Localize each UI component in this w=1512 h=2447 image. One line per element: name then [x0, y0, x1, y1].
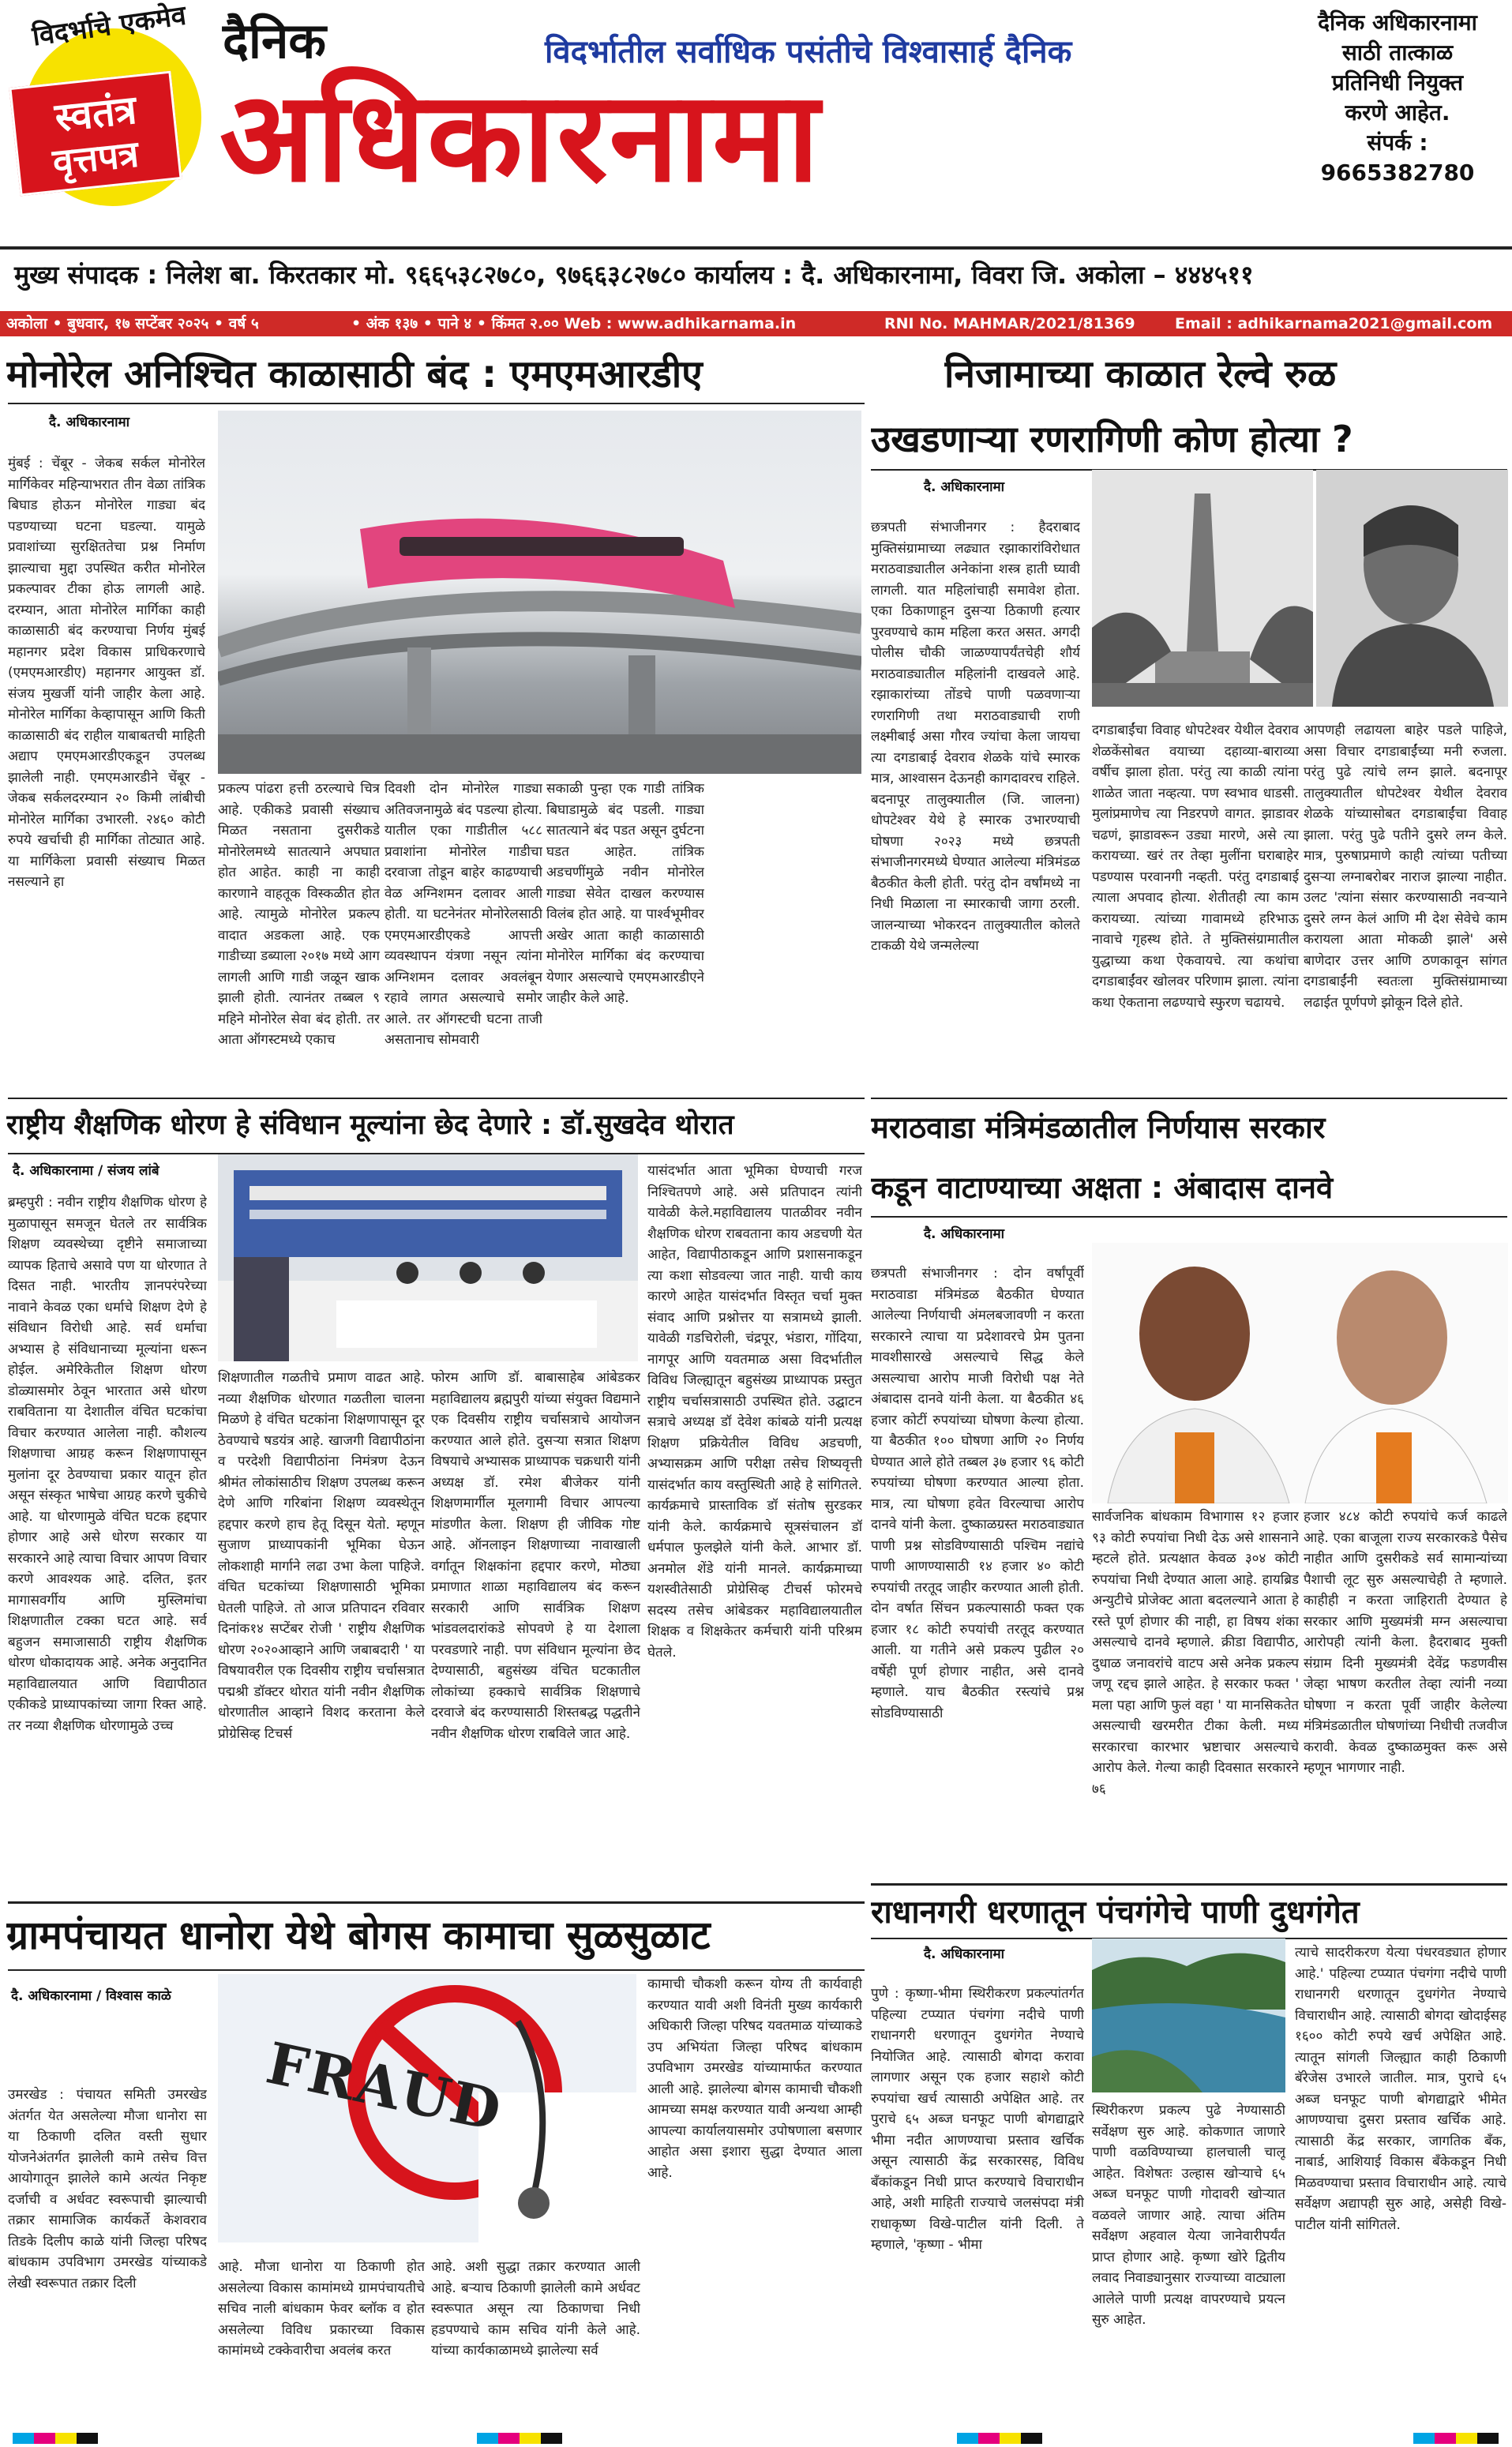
cabinet-col3: हजार ४८४ कोटी रुपयांचे कर्ज काढले आहे. एका बाजूला राज्य सरकारकडे पैसेच नाहीत आणि दुसरीकडे सर्व सामान्यांच्या पैशाची लूट सुरु असल्याचेही ते म्हणाले. काहीही न करता जाहिराती देण्यात हे सरकार आणि मुख्यमंत्री मग्न असल्याचा आरोपही त्यांनी केला. हैदराबाद मुक्ती संग्राम दिनी मुख्यमंत्री देवेंद्र फडणवीस जेव्हा भाषण करतील तेव्हा त्यांनी नव्या घोषणा न करता पूर्वी जाहीर केलेल्या मंत्रिमंडळातील घोषणांच्या निधीची तजवीज करावी. केवळ दुष्काळमुक्त करू असे म्हणून भागणार नाही.: [1304, 1509, 1507, 1776]
radhanagari-headline: राधानगरी धरणातून पंचगंगेचे पाणी दुधगंगेत: [871, 1894, 1360, 1931]
rule: [8, 403, 865, 404]
info-bar: [0, 311, 1512, 336]
info-date: अकोला • बुधवार, १७ सप्टेंबर २०२५ • वर्ष ५: [6, 315, 259, 332]
fraud-photo: [218, 1974, 636, 2242]
badge-top-text: विदर्भाचे एकमेव: [30, 0, 189, 53]
fraud-word: FRAUD: [261, 2029, 508, 2145]
nizam-col2: दगडाबाईंचा विवाह धोपटेश्वर येथील देवराव शेळकेंसोबत वयाच्या दहाव्या-बाराव्या वर्षीच झाला होता. परंतु त्या काळी त्यांना शाळेत जाता नव्हत्या. पण स्वभाव धाडसी. मुलांप्रमाणेच त्या निडरपणे वागत. झाडावर चढणं, झाडावरून उड्या मारणे, असे त्या करायच्या. खरं तर तेव्हा मुलींना घराबाहेर पडण्यास परवानगी नव्हती. परंतु दगडाबाई त्याला अपवाद होत्या. शेतीतही त्या काम करायच्या. त्यांच्या गावामध्ये हरिभाऊ नावाचे गृहस्थ होते. ते मुक्तिसंग्रामातील युद्धाच्या कथा ऐकवायचे. त्या कथांचा दगडाबाईंवर खोलवर परिणाम झाला. त्यांना कथा ऐकताना लढण्याचे स्फुरण चढायचे.: [1092, 722, 1299, 1011]
editor-line: मुख्य संपादक : निलेश बा. किरतकार मो. ९६६५३८२७८०, ९७६६३८२७८० कार्यालय : दै. अधिकारनामा, विवरा जि. अकोला – ४४४५११: [14, 260, 1254, 290]
independent-badge: [14, 0, 196, 220]
education-byline: दै. अधिकारनामा / संजय लांबे: [13, 1163, 159, 1179]
nizam-headline-2: उखडणाऱ्या रणरागिणी कोण होत्या ?: [871, 418, 1353, 460]
dam-illustration: [1092, 1938, 1285, 2092]
cabinet-col1: छत्रपती संभाजीनगर : दोन वर्षांपूर्वी मराठवाडा मंत्रिमंडळ बैठकीत घेण्यात आलेल्या निर्णयाची अंमलबजावणी न करता सरकारने त्याचा या प्रदेशावरचे प्रेम पुतना मावशीसारखे असल्याचे सिद्ध केले असल्याचा आरोप माजी विरोधी पक्ष नेते अंबादास दानवे यांनी केला. या बैठकीत ४६ हजार कोटीं रुपयांच्या घोषणा केल्या होत्या. या बैठकीत १०० घोषणा आणि २० निर्णय घेण्यात आले होते तब्बल ३७ हजार ९६ कोटी रुपयांच्या घोषणा करण्यात आल्या होता. मात्र, त्या घोषणा हवेत विरल्याचा आरोप दानवे यांनी केला. दुष्काळग्रस्त मराठवाड्यात पाणी प्रश्न सोडविण्यासाठी पश्चिम नद्यांचे पाणी आणण्यासाठी १४ हजार ४० कोटी रुपयांची तरतूद जाहीर करण्यात आली होती. दोन वर्षात सिंचन प्रकल्पासाठी फक्त एक हजार १८ कोटी रुपयांची तरतूद करण्यात आली. या गतीने असे प्रकल्प पुढील २० वर्षेही पूर्ण होणार नाहीत, असे दानवे म्हणाले. याच बैठकीत रस्त्यांचे प्रश्न सोडविण्यासाठी: [871, 1266, 1084, 1721]
notice-line: संपर्क :: [1367, 129, 1428, 156]
info-issue: • अंक १३७ • पाने ४ • किंमत २.०० Web : www.adhikarnama.in: [351, 315, 797, 332]
education-col4: यासंदर्भात आता भूमिका घेण्याची गरज निश्चितपणे आहे. असे प्रतिपादन त्यांनी यावेळी केले.महाविद्यालय पातळीवर नवीन शैक्षणिक धोरण राबवताना काय अडचणी येत आहेत, विद्यापीठाकडून आणि प्रशासनाकडून त्या कशा सोडवल्या जात नाही. याची काय कारणे आहेत यासंदर्भात विस्तृत चर्चा मुक्त संवाद आणि प्रश्नोत्तर या सत्रामध्ये झाली. यावेळी गडचिरोली, चंद्रपूर, भंडारा, गोंदिया, नागपूर आणि यवतमाळ असा विदर्भातील विविध जिल्ह्यातून बहुसंख्य प्राध्यापक प्रस्तुत राष्ट्रीय चर्चासत्रासाठी उपस्थित होते. उद्घाटन सत्राचे अध्यक्ष डॉ देवेश कांबळे यांनी प्रत्यक्ष शिक्षण प्रक्रियेतील विविध अडचणी, अभ्यासक्रम आणि परीक्षा तसेच शिष्यवृत्ती यासंदर्भात काय वस्तुस्थिती आहे हे सांगितले. कार्यक्रमाचे प्रास्ताविक डॉ संतोष सुरडकर यांनी केले. कार्यक्रमाचे सूत्रसंचालन डॉ धर्मपाल फुलझेले यांनी केले. आभार डॉ. अनमोल शेंडे यांनी मानले. कार्यक्रमाच्या यशस्वीतेसाठी प्रोग्रेसिव्ह टीचर्स फोरमचे सदस्य तसेच आंबेडकर महाविद्यालयातील शिक्षक व शिक्षकेतर कर्मचारी यांनी परिश्रम घेतले.: [647, 1163, 862, 1661]
grampanchayat-col2: आहे. मौजा धानोरा या ठिकाणी होत असलेल्या विकास कामांमध्ये ग्रामपंचायतीचे सचिव नाली बांधकाम फेवर ब्लॉक व होत असलेल्या विविध प्रकारच्या विकास कामांमध्ये टक्केवारीचा अवलंब करत: [218, 2259, 425, 2359]
radhanagari-col3: त्याचे सादरीकरण येत्या पंधरवड्यात होणार आहे.' पहिल्या टप्प्यात पंचगंगा नदीचे पाणी राधानगरी धरणातून दुधगंगेत नेण्याचे विचाराधीन आहे. त्यासाठी बोगदा खोदाईसह १६०० कोटी रुपये खर्च अपेक्षित आहे. त्यातून सांगली जिल्ह्यात काही ठिकाणी बॅरेजेस उभारले जातील. मात्र, पुराचे ६५ अब्ज घनफूट पाणी बोगद्याद्वारे भीमेत आणण्याचा दुसरा प्रस्ताव खर्चिक आहे. त्यासाठी केंद्र सरकार, जागतिक बँक, नाबार्ड, आशियाई विकास बँकेकडून निधी मिळवण्याचा प्रस्ताव विचाराधीन आहे. त्याचे सर्वेक्षण अद्यापही सुरु आहे, असेही विखे-पाटील यांनी सांगितले.: [1295, 1945, 1506, 2233]
newspaper-title: अधिकारनामा: [219, 65, 821, 210]
monorail-col2: प्रकल्प पांढरा हत्ती ठरल्याचे चित्र आहे. एकीकडे प्रवासी संख्याच मिळत नसताना दुसरीकडे मोनोरेलमध्ये सातत्याने अपघात होत आहेत. काही ना काही कारणाने वाहतूक विस्कळीत होत आहे. त्यामुळे मोनोरेल प्रकल्प वादात अडकला आहे. एक गाडीच्या डब्याला २०१७ मध्ये आग लागली आणि गाडी जळून खाक झाली होती. त्यानंतर तब्बल ९ महिने मोनोरेल सेवा बंद होती. तर आता ऑगस्टमध्ये एकाच: [218, 781, 380, 1048]
daily-word: दैनिक: [223, 12, 327, 69]
seminar-photo: [218, 1154, 638, 1361]
grampanchayat-headline: ग्रामपंचायत धानोरा येथे बोगस कामाचा सुळसुळाट: [6, 1912, 711, 1958]
dam-photo: [1092, 1938, 1285, 2092]
notice-line: दैनिक अधिकारनामा: [1318, 9, 1477, 36]
monorail-byline: दै. अधिकारनामा: [49, 415, 130, 430]
rule: [8, 1969, 865, 1971]
grampanchayat-col3: आहे. अशी सुद्धा तक्रार करण्यात आली आहे. बऱ्याच ठिकाणी झालेली कामे अर्धवट स्वरूपात असून त्या ठिकाणचा निधी हडपण्याचे काम सचिव यांनी केले आहे. यांच्या कार्यकाळामध्ये झालेल्या सर्व: [431, 2259, 640, 2359]
dagdabai-photo: [1316, 470, 1508, 707]
notice-line: करणे आहेत.: [1345, 99, 1450, 126]
recruitment-notice: [1295, 8, 1500, 188]
masthead: [0, 0, 1512, 245]
memorial-illustration: [1092, 470, 1313, 707]
cabinet-byline: दै. अधिकारनामा: [924, 1226, 1005, 1242]
politicians-illustration: [1092, 1243, 1508, 1503]
cabinet-headline-2: कडून वाटाण्याच्या अक्षता : अंबादास दानवे: [871, 1170, 1334, 1205]
monorail-col3: दिवशी दोन मोनोरेल गाड्या अतिवजनामुळे बंद पडल्या होत्या. यातील एका गाडीतील ५८८ प्रवाशांना मोनोरेल गाडीचा दरवाजा तोडून बाहेर काढण्याची वेळ अग्निशमन दलावर आली होती. या घटनेनंतर मोनोरेलसाठी एमएमआरडीएकडे आपत्ती व्यवस्थापन यंत्रणा नसून त्यांना अग्निशमन दलावर अवलंबून रहावे लागत असल्याचे समोर आले. तर ऑगस्टची घटना ताजी असतानाच सोमवारी: [385, 781, 542, 1048]
notice-line: प्रतिनिधी नियुक्त: [1331, 69, 1464, 96]
badge-line1: स्वतंत्र: [52, 86, 139, 141]
memorial-photo: [1092, 470, 1313, 707]
monorail-photo: [218, 411, 861, 774]
nizam-byline: दै. अधिकारनामा: [924, 479, 1005, 495]
politicians-photo: [1092, 1243, 1508, 1503]
registration-mark: [477, 2432, 564, 2443]
portrait-illustration: [1316, 470, 1508, 707]
registration-mark: [13, 2432, 99, 2443]
radhanagari-col1: पुणे : कृष्णा-भीमा स्थिरीकरण प्रकल्पांतर्गत पहिल्या टप्प्यात पंचगंगा नदीचे पाणी राधानगरी धरणातून दुधगंगेत नेण्याचे नियोजित आहे. त्यासाठी बोगदा करावा लागणार असून एक हजार सहाशे कोटी रुपयांचा खर्च त्यासाठी अपेक्षित आहे. तर पुराचे ६५ अब्ज घनफूट पाणी बोगद्याद्वारे भीमा नदीत आणण्याचा प्रस्ताव खर्चिक असून त्यासाठी केंद्र सरकारसह, विविध बँकांकडून निधी प्राप्त करण्याचे विचाराधीन आहे, अशी माहिती राज्याचे जलसंपदा मंत्री राधाकृष्ण विखे-पाटील यांनी दिली. ते म्हणाले, 'कृष्णा - भीमा: [871, 1986, 1084, 2253]
education-headline: राष्ट्रीय शैक्षणिक धोरण हे संविधान मूल्यांना छेद देणारे : डॉ.सुखदेव थोरात: [6, 1109, 734, 1141]
education-col3: फोरम आणि डॉ. बाबासाहेब आंबेडकर महाविद्यालय ब्रह्मपुरी यांच्या संयुक्त विद्यमाने एक दिवसीय राष्ट्रीय चर्चासत्राचे आयोजन करण्यात आले होते. दुसऱ्या सत्रात शिक्षण विषयाचे अभ्यासक प्राध्यापक चक्रधारी यांनी अध्यक्ष डॉ. रमेश बीजेकर यांनी शिक्षणमार्गील मूलगामी विचार आपल्या मांडणीत केला. शिक्षण ही जीविक गोष्ट आहे. ऑनलाइन शिक्षणाच्या नावाखाली वर्गातून शिक्षकांना हद्दपार करणे, मोठ्या प्रमाणात शाळा महाविद्यालय बंद करून सरकारी आणि सार्वत्रिक शिक्षण भांडवलदारांकडे सोपवणे हे या देशाला परवडणारे नाही. पण संविधान मूल्यांना छेद देण्यासाठी, बहुसंख्य वंचित घटकातील लोकांच्या हक्काचे सार्वत्रिक शिक्षणाचे दरवाजे बंद करण्यासाठी शिस्तबद्ध पद्धतीने नवीन शैक्षणिक धोरण राबविले जात आहे.: [431, 1370, 640, 1742]
nizam-col3: आपणही लढायला बाहेर पडले पाहिजे, असा विचार दगडाबाईंच्या मनी रुजला. परंतु पुढे त्यांचे लग्न झाले. बदनापूर तालुक्यातील धोपटेश्वर येथील देवराव शेळके यांच्यासोबत दगडाबाईंचा विवाह झाला. परंतु पुढे पतीने दुसरे लग्न केले. मात्र, पुरुषाप्रमाणे काही त्यांच्या पतीच्या दुसऱ्या लग्नाबरोबर नाराज झाल्या नाहीत. उलट 'त्यांना संसार करण्यासाठी नवऱ्याने दुसरे लग्न केलं आणि मी देश सेवेचे काम करायला आता मोकळी झाले' असे बाणेदार उत्तर आणि ठणकावून सांगत दगडाबाईंनी स्वतःला मुक्तिसंग्रामाच्या लढाईत पूर्णपणे झोकून दिले होते.: [1304, 722, 1507, 1011]
monorail-headline: मोनोरेल अनिश्चित काळासाठी बंद : एमएमआरडीए: [6, 352, 703, 396]
monorail-illustration: [218, 411, 861, 774]
cabinet-headline-1: मराठवाडा मंत्रिमंडळातील निर्णयास सरकार: [871, 1110, 1326, 1145]
radhanagari-col2: स्थिरीकरण प्रकल्प पुढे नेण्यासाठी सर्वेक्षण सुरु आहे. कोकणात जाणारे पाणी वळविण्याच्या हालचाली चालू आहेत. विशेषतः उल्हास खोऱ्याचे ६५ अब्ज घनफूट पाणी गोदावरी खोऱ्यात वळवले जाणार आहे. त्याचा अंतिम सर्वेक्षण अहवाल येत्या जानेवारीपर्यंत प्राप्त होणार आहे. कृष्णा खोरे द्वितीय लवाद निवाड्यानुसार राज्याच्या वाट्याला आलेले पाणी प्रत्यक्ष वापरण्याचे प्रयत्न सुरु आहेत.: [1092, 2103, 1285, 2328]
education-col2: शिक्षणातील गळतीचे प्रमाण वाढत आहे. नव्या शैक्षणिक धोरणात गळतीला चालना मिळणे हे वंचित घटकांना शिक्षणापासून दूर ठेवण्याचे षडयंत्र आहे. खाजगी विद्यापीठांना व परदेशी विद्यापीठांना निमंत्रण देऊन श्रीमंत लोकांसाठीच शिक्षण उपलब्ध करून देणे आणि गरिबांना शिक्षण व्यवस्थेतून हद्दपार करणे हाच हेतू दिसून येतो. म्हणून सुजाण प्राध्यापकांनी भूमिका घेऊन लोकशाही मार्गाने लढा उभा केला पाहिजे. वंचित घटकांच्या शिक्षणासाठी भूमिका घेतली पाहिजे. तो आज प्रतिपादन रविवार दिनांक१४ सप्टेंबर रोजी ' राष्ट्रीय शैक्षणिक धोरण २०२०आव्हाने आणि जबाबदारी ' या विषयावरील एक दिवसीय राष्ट्रीय चर्चासत्रात पद्मश्री डॉक्टर थोरात यांनी नवीन शैक्षणिक धोरणातील आव्हाने विशद करताना केले प्रोग्रेसिव्ह टिचर्स: [218, 1370, 425, 1742]
notice-line: साठी तात्काळ: [1341, 39, 1454, 66]
registration-mark: [1413, 2432, 1500, 2443]
rule: [871, 1216, 1507, 1218]
seminar-illustration: [218, 1154, 638, 1361]
monorail-col4: सकाळी पुन्हा एक गाडी तांत्रिक बिघाडामुळे बंद पडली. गाड्या सातत्याने बंद पडत असून दुर्घटना घडत आहेत. तांत्रिक अडचणींमुळे नवीन मोनोरेल गाड्या सेवेत दाखल करण्यास विलंब होत आहे. या पार्श्वभूमीवर अखेर आता काही काळासाठी मोनोरेल मार्गिका बंद करण्याचा येणार असल्याचे एमएमआरडीएने जाहीर केले आहे.: [546, 781, 704, 1006]
tagline: विदर्भातील सर्वाधिक पसंतीचे विश्वासार्ह दैनिक: [545, 34, 1072, 70]
info-email: Email : adhikarnama2021@gmail.com: [1175, 315, 1493, 332]
badge-line2: वृत्तपत्र: [51, 132, 141, 184]
grampanchayat-byline: दै. अधिकारनामा / विश्वास काळे: [11, 1988, 171, 2004]
nizam-col1: छत्रपती संभाजीनगर : हैदराबाद मुक्तिसंग्रामाच्या लढ्यात रझाकारांविरोधात मराठवाड्यातील अनेकांना शस्त्र हाती घ्यावी लागली. यात महिलांचाही समावेश होता. एका ठिकाणाहून दुसऱ्या ठिकाणी हत्यार पुरवण्याचे काम महिला करत असत. अगदी पोलीस चौकी जाळण्यापर्यंतचेही शौर्य मराठवाड्यातील महिलांनी दाखवले आहे. रझाकारांच्या तोंडचे पाणी पळवणाऱ्या रणरागिणी तथा मराठवाड्याची राणी लक्ष्मीबाई असा गौरव ज्यांचा केला जायचा त्या दगडाबाई देवराव शेळके यांचे स्मारक मात्र, आश्वासन देऊनही कागदावरच राहिले. बदनापूर तालुक्यातील (जि. जालना) धोपटेश्वर येथे हे स्मारक उभारण्याची घोषणा २०२३ मध्ये छत्रपती संभाजीनगरमध्ये घेण्यात आलेल्या मंत्रिमंडळ बैठकीत केली होती. परंतु दोन वर्षांमध्ये ना निधी मिळाला ना स्मारकाची जागा ठरली. जालन्याच्या भोकरदन तालुक्यातील कोलते टाकळी येथे जन्मलेल्या: [871, 520, 1080, 954]
grampanchayat-col4: कामाची चौकशी करून योग्य ती कार्यवाही करण्यात यावी अशी विनंती मुख्य कार्यकारी अधिकारी जिल्हा परिषद यवतमाळ यांच्याकडे उप अभियंता जिल्हा परिषद बांधकाम उपविभाग उमरखेड यांच्यामार्फत करण्यात आली आहे. झालेल्या बोगस कामाची चौकशी आमच्या समक्ष करण्यात यावी अन्यथा आम्ही आपल्या कार्यालयासमोर उपोषणाला बसणार आहोत असा इशारा सुद्धा देण्यात आला आहे.: [647, 1976, 862, 2181]
info-rni: RNI No. MAHMAR/2021/81369: [884, 315, 1135, 332]
monorail-col1: मुंबई : चेंबूर - जेकब सर्कल मोनोरेल मार्गिकेवर महिन्याभरात तीन वेळा तांत्रिक बिघाड होऊन मोनोरेल गाड्या बंद पडण्याच्या घटना घडल्या. यामुळे प्रवाशांच्या सुरक्षिततेचा प्रश्न निर्माण झाल्याचा मुद्दा उपस्थित करीत मोनोरेल प्रकल्पावर टीका होऊ लागली आहे. दरम्यान, आता मोनोरेल मार्गिका काही काळासाठी बंद करण्याचा निर्णय मुंबई महानगर प्रदेश विकास प्राधिकरणाचे (एमएमआरडीए) महानगर आयुक्त डॉ. संजय मुखर्जी यांनी जाहीर केला आहे. मोनोरेल मार्गिका केव्हापासून आणि किती काळासाठी बंद राहील याबाबतची माहिती अद्याप एमएमआरडीएकडून उपलब्ध झालेली नाही. एमएमआरडीने चेंबूर - जेकब सर्कलदरम्यान २० किमी लांबीची मोनोरेल मार्गिका उभारली. २४६० कोटी रुपये खर्चाची ही मार्गिका तोट्यात आहे. या मार्गिकेला प्रवासी संख्याच मिळत नसल्याने हा: [8, 456, 205, 890]
grampanchayat-col1: उमरखेड : पंचायत समिती उमरखेड अंतर्गत येत असलेल्या मौजा धानोरा सा या ठिकाणी दलित वस्ती सुधार योजनेअंतर्गत झालेली कामे तसेच वित्त आयोगातून झालेले कामे अत्यंत निकृष्ट दर्जाची व अर्धवट स्वरूपाची झाल्याची तक्रार सामाजिक कार्यकर्ते केशवराव तिडके दिलीप काळे यांनी जिल्हा परिषद बांधकाम उपविभाग उमरखेड यांच्याकडे लेखी स्वरूपात तक्रार दिली: [8, 2087, 207, 2291]
notice-phone: 9665382780: [1320, 160, 1475, 186]
nizam-headline-1: निजामाच्या काळात रेल्वे रुळ: [944, 352, 1337, 396]
cabinet-col2: सार्वजनिक बांधकाम विभागास १२ हजार ९३ कोटी रुपयांचा निधी देऊ असे शासनाने म्हटले होते. प्रत्यक्षात केवळ ३०४ कोटी रुपयांचा निधी देण्यात आला आहे. हायब्रिड अन्युटीचे प्रोजेक्ट आता बदलल्याने आता हे रस्ते पूर्ण होणार की नाही, हा विषय शंका असल्याचे दानवे म्हणाले. क्रीडा विद्यापीठ, दुधाळ जनावरांचे वाटप असे अनेक प्रकल्प जणू रद्दच झाले आहेत. हे सरकार फक्त ' मला पहा आणि फुलं वहा ' या मानसिकतेत असल्याची खरमरीत टीका केली. मध्य सरकारचा कारभार भ्रष्टाचार असल्याचे आरोप केले. गेल्या काही दिवसात सरकारने ७६: [1092, 1509, 1299, 1797]
radhanagari-byline: दै. अधिकारनामा: [924, 1946, 1005, 1962]
registration-mark: [957, 2432, 1044, 2443]
masthead-rule: [0, 246, 1512, 250]
education-col1: ब्रम्हपुरी : नवीन राष्ट्रीय शैक्षणिक धोरण हे मुळापासून समजून घेतले तर सार्वत्रिक शिक्षण व्यवस्थेच्या दृष्टीने समाजाच्या व्यापक हिताचे असावे पण या धोरणात ते दिसत नाही. भारतीय ज्ञानपरंपरेच्या नावाने केवळ एका धर्माचे शिक्षण देणे हे संविधान विरोधी आहे. सर्व धर्माचा अभ्यास हे संविधानाच्या मूल्यांना धरून होईल. अमेरिकेतील शिक्षण धोरण डोळ्यासमोर ठेवून भारतात असे धोरण राबविताना या देशातील वंचित घटकांचा विचार करण्यात आलेला नाही. कौशल्य शिक्षणाचा आग्रह करून शिक्षणापासून मुलांना दूर ठेवण्याचा प्रकार यातून होत असून संस्कृत भाषेचा आग्रह करणे चुकीचे आहे. या धोरणामुळे वंचित घटक हद्दपार होणार आहे असे धोरण सरकार या सरकारने आहे त्याचा विचार आपण विचार करणे आवश्यक आहे. दलित, इतर मागासवर्गीय आणि मुस्लिमांचा शिक्षणातील टक्का घटत आहे. सर्व बहुजन समाजासाठी राष्ट्रीय शैक्षणिक धोरण धोकादायक आहे. अनेक अनुदानित महाविद्यालयात आणि विद्यापीठात एकीकडे प्राध्यापकांच्या जागा रिक्त आहे. तर नव्या शैक्षणिक धोरणामुळे उच्च: [8, 1195, 207, 1734]
